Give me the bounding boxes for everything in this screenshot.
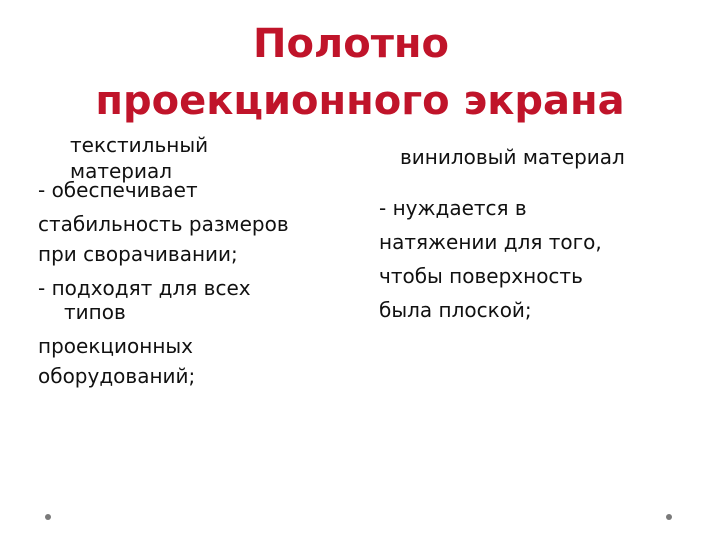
left-line: при сворачивании;	[38, 242, 238, 266]
right-line: была плоской;	[379, 298, 532, 322]
right-line: - нуждается в	[379, 196, 527, 220]
right-line: натяжении для того,	[379, 230, 602, 254]
left-line: типов	[64, 300, 126, 324]
slide-bullet-dot-right	[666, 514, 672, 520]
right-line: чтобы поверхность	[379, 264, 583, 288]
right-column-text	[379, 191, 699, 327]
left-line: оборудований;	[38, 364, 196, 388]
left-line: стабильность размеров	[38, 212, 289, 236]
slide-title-line-2: проекционного экрана	[95, 78, 625, 124]
left-line: - подходят для всех	[38, 276, 251, 300]
left-line: - обеспечивает	[38, 178, 198, 202]
slide-title-line-1: Полотно	[252, 21, 450, 67]
left-column-heading: текстильный материал	[70, 133, 209, 183]
left-line: проекционных	[38, 334, 194, 358]
right-column-heading: виниловый материал	[400, 145, 625, 169]
left-column-text	[38, 173, 348, 393]
slide-bullet-dot-left	[45, 514, 51, 520]
